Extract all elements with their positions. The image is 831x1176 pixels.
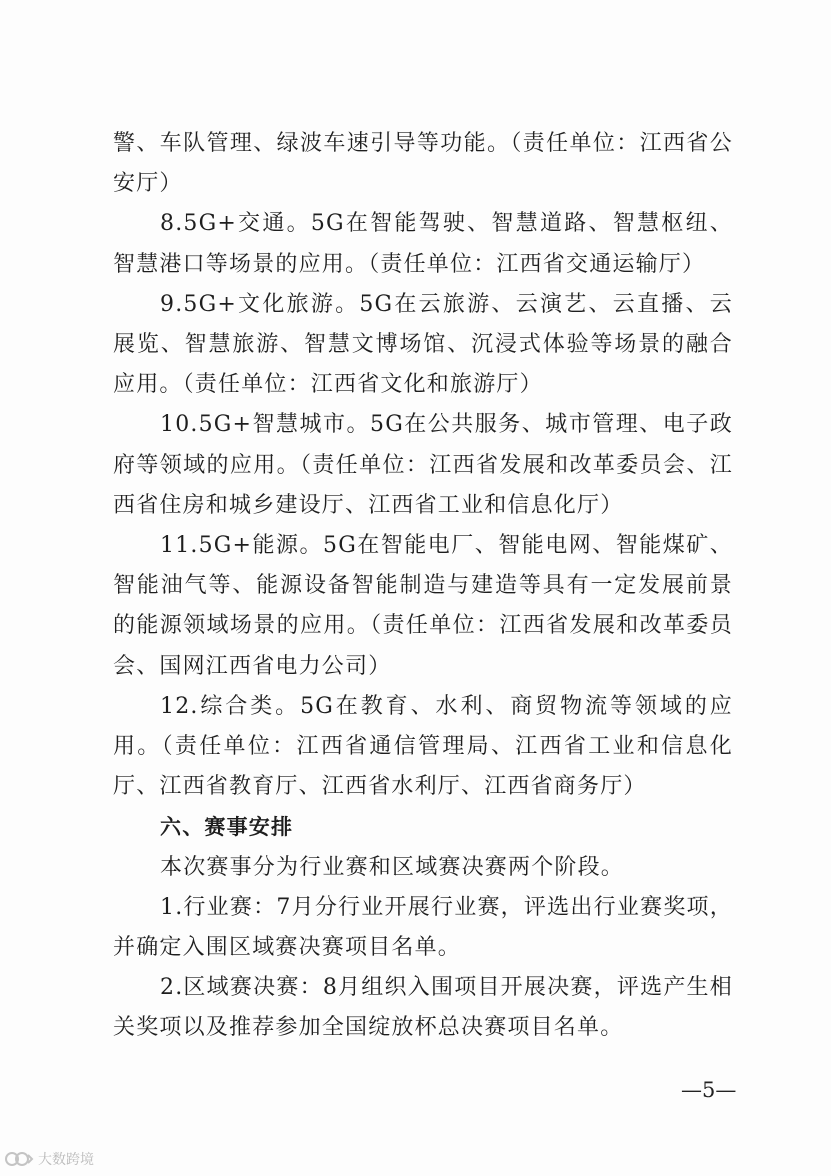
page-number: —5— xyxy=(681,1078,737,1102)
document-body xyxy=(113,124,733,1049)
watermark-text: 大数跨境 xyxy=(38,1152,94,1168)
paragraph-5g-smart-city: 10.5G+智慧城市。5G在公共服务、城市管理、电子政府等领域的应用。（责任单位：江西省发展和改革委员会、江西省住房和城乡建设厅、江西省工业和信息化厅） xyxy=(113,412,733,518)
paragraph-5g-culture-tourism: 9.5G+文化旅游。5G在云旅游、云演艺、云直播、云展览、智慧旅游、智慧文博场馆、沉浸式体验等场景的融合应用。（责任单位：江西省文化和旅游厅） xyxy=(113,291,733,398)
paragraph-police-tail: 警、车队管理、绿波车速引导等功能。（责任单位：江西省公安厅） xyxy=(113,131,733,197)
paragraph-5g-transport: 8.5G+交通。5G在智能驾驶、智慧道路、智慧枢纽、智慧港口等场景的应用。（责任单位：江西省交通运输厅） xyxy=(113,211,733,277)
paragraph-comprehensive: 12.综合类。5G在教育、水利、商贸物流等领域的应用。（责任单位：江西省通信管理局、江西省工业和信息化厅、江西省教育厅、江西省水利厅、江西省商务厅） xyxy=(113,693,733,800)
paragraph-5g-energy: 11.5G+能源。5G在智能电厂、智能电网、智能煤矿、智能油气等、能源设备智能制造与建造等具有一定发展前景的能源领域场景的应用。（责任单位：江西省发展和改革委员会、国网江西省电力公司） xyxy=(113,533,733,679)
watermark-logo-icon xyxy=(4,1150,34,1168)
paragraph-schedule-intro: 本次赛事分为行业赛和区域赛决赛两个阶段。 xyxy=(160,854,625,880)
watermark xyxy=(4,1149,94,1169)
paragraph-regional-final: 2.区域赛决赛：8月组织入围项目开展决赛，评选产生相关奖项以及推荐参加全国绽放杯总决赛项目名单。 xyxy=(113,975,733,1041)
paragraph-industry-round: 1.行业赛：7月分行业开展行业赛，评选出行业赛奖项，并确定入围区域赛决赛项目名单。 xyxy=(113,894,733,961)
section-heading-schedule: 六、赛事安排 xyxy=(160,815,294,840)
